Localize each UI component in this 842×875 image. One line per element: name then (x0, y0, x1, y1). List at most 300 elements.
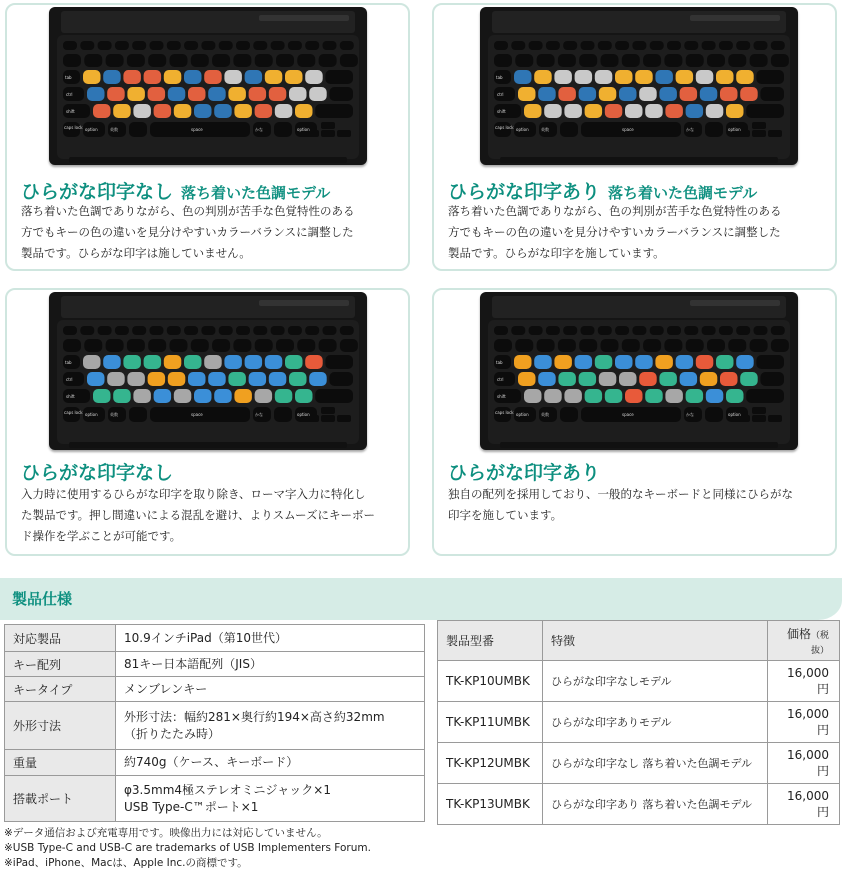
footnote: ※データ通信および充電専用です。映像出力には対応していません。 (4, 827, 328, 839)
number-key (127, 54, 145, 67)
number-key (558, 339, 576, 352)
desc-line: 製品です。ひらがな印字は施していません。 (21, 246, 251, 260)
spec-value-line: 10.9インチiPad（第10世代） (124, 630, 287, 645)
letter-key (275, 104, 293, 118)
bottom-key (129, 122, 147, 137)
letter-key (655, 355, 673, 369)
letter-key (625, 104, 643, 118)
key-label: option (85, 412, 98, 417)
function-key (754, 326, 768, 335)
number-key (191, 54, 209, 67)
number-key (233, 339, 251, 352)
spec-value (116, 702, 425, 750)
arrow-key (752, 415, 766, 422)
number-key (148, 339, 166, 352)
letter-key (184, 70, 202, 84)
number-key (276, 339, 294, 352)
arrow-key (752, 130, 766, 137)
number-key (643, 54, 661, 67)
letter-key (635, 70, 653, 84)
letter-key (214, 389, 232, 403)
letter-key (554, 355, 572, 369)
letter-key (133, 104, 151, 118)
letter-key (564, 104, 582, 118)
card-title-main: ひらがな印字あり (448, 462, 601, 484)
letter-key (164, 355, 182, 369)
letter-key (635, 355, 653, 369)
number-key (771, 54, 789, 67)
function-key (305, 41, 319, 50)
number-key (601, 54, 619, 67)
feature-cell: ひらがな印字ありモデル (543, 702, 768, 743)
desc-line: 落ち着いた色調でありながら、色の判別が苦手な色覚特性のある (21, 204, 355, 218)
number-key (558, 54, 576, 67)
letter-key (83, 355, 101, 369)
spec-value (116, 625, 425, 652)
letter-key (726, 389, 744, 403)
function-key (253, 326, 267, 335)
function-key (598, 41, 612, 50)
letter-key (123, 70, 140, 84)
number-key (771, 339, 789, 352)
function-key (115, 326, 129, 335)
letter-key (619, 372, 637, 386)
function-key (219, 41, 233, 50)
letter-key (123, 355, 140, 369)
keyboard-image-2 (480, 7, 798, 165)
function-key (167, 326, 181, 335)
letter-key (665, 389, 683, 403)
function-key (702, 326, 716, 335)
function-key (201, 41, 215, 50)
function-key (236, 326, 250, 335)
key-label: option (297, 127, 310, 132)
spec-value-line: （折りたたみ時） (124, 726, 221, 741)
arrow-key (768, 415, 782, 422)
letter-key (680, 87, 698, 101)
letter-key (184, 355, 202, 369)
letter-key (544, 389, 562, 403)
modifier-key (746, 389, 784, 403)
letter-key (645, 104, 663, 118)
key-label: option (516, 412, 529, 417)
price-cell: 16,000円 (768, 743, 840, 784)
letter-key (680, 372, 698, 386)
letter-key (144, 70, 162, 84)
keyboard-hinge (690, 15, 780, 21)
number-key (728, 339, 746, 352)
letter-key (305, 355, 323, 369)
letter-key (255, 389, 273, 403)
key-label: option (516, 127, 529, 132)
card-title-sub: 落ち着いた色調モデル (181, 184, 331, 202)
letter-key (726, 104, 744, 118)
letter-key (255, 104, 273, 118)
spec-table (4, 624, 425, 822)
model-cell: TK-KP13UMBK (438, 784, 543, 825)
function-key (253, 41, 267, 50)
key-label: ctrl (497, 377, 504, 382)
modifier-key (325, 70, 353, 84)
function-key (219, 326, 233, 335)
card-desc (21, 484, 375, 547)
letter-key (736, 355, 754, 369)
function-key (615, 326, 629, 335)
card-title (21, 458, 173, 485)
key-label: caps lock (64, 410, 83, 415)
function-key (271, 326, 285, 335)
function-key (305, 326, 319, 335)
letter-key (214, 104, 232, 118)
letter-key (716, 70, 734, 84)
card-desc (448, 484, 793, 526)
arrow-key (321, 130, 335, 137)
modifier-key (756, 355, 784, 369)
function-key (494, 326, 508, 335)
function-key (546, 41, 560, 50)
header-feature: 特徴 (543, 621, 768, 661)
letter-key (518, 87, 536, 101)
number-key (515, 339, 533, 352)
number-key (255, 339, 273, 352)
function-key (80, 326, 94, 335)
arrow-key (321, 415, 335, 422)
function-key (201, 326, 215, 335)
function-key (563, 326, 577, 335)
desc-line: 入力時に使用するひらがな印字を取り除き、ローマ字入力に特化し (21, 487, 366, 501)
key-label: space (191, 127, 203, 132)
card-title-sub: 落ち着いた色調モデル (608, 184, 758, 202)
letter-key (558, 372, 576, 386)
letter-key (538, 372, 556, 386)
letter-key (234, 104, 252, 118)
keyboard-hinge (259, 300, 349, 306)
letter-key (599, 87, 617, 101)
key-label: tab (496, 75, 503, 80)
letter-key (164, 70, 182, 84)
letter-key (127, 372, 144, 386)
spec-section-title: 製品仕様 (12, 590, 73, 608)
function-key (650, 326, 664, 335)
modifier-key (325, 355, 353, 369)
number-key (84, 339, 102, 352)
spec-key: 対応製品 (5, 625, 116, 652)
product-card-1 (5, 3, 410, 271)
number-key (750, 339, 768, 352)
key-label: caps lock (64, 125, 83, 130)
letter-key (174, 104, 192, 118)
letter-key (585, 104, 603, 118)
modifier-key (315, 389, 353, 403)
letter-key (514, 355, 532, 369)
letter-key (234, 389, 252, 403)
letter-key (107, 372, 125, 386)
spec-value-line: 81キー日本語配列（JIS） (124, 656, 262, 671)
number-key (127, 339, 145, 352)
number-key (212, 54, 230, 67)
key-label: shift (497, 109, 506, 114)
keyboard-hinge (259, 15, 349, 21)
number-key (297, 339, 315, 352)
function-key (581, 326, 595, 335)
function-key (529, 41, 543, 50)
function-key (684, 326, 698, 335)
letter-key (740, 372, 758, 386)
letter-key (716, 355, 734, 369)
letter-key (168, 372, 186, 386)
spec-key: キー配列 (5, 652, 116, 677)
letter-key (113, 104, 131, 118)
card-title-main: ひらがな印字あり (448, 181, 601, 203)
desc-line: 製品です。ひらがな印字を施しています。 (448, 246, 665, 260)
spec-value (116, 677, 425, 702)
letter-key (309, 87, 327, 101)
number-key (170, 54, 188, 67)
function-key (184, 41, 198, 50)
spec-value-line: 約740g（ケース、キーボード） (124, 755, 299, 769)
function-key (288, 326, 302, 335)
number-key (340, 339, 358, 352)
function-key (340, 326, 354, 335)
letter-key (615, 70, 633, 84)
letter-key (245, 355, 263, 369)
letter-key (107, 87, 125, 101)
function-key (98, 326, 112, 335)
header-model: 製品型番 (438, 621, 543, 661)
model-cell: TK-KP11UMBK (438, 702, 543, 743)
header-price (768, 621, 840, 661)
letter-key (696, 70, 714, 84)
letter-key (87, 87, 105, 101)
letter-key (700, 87, 718, 101)
card-title (448, 458, 600, 485)
number-key (601, 339, 619, 352)
letter-key (579, 87, 597, 101)
spec-key: 搭載ポート (5, 776, 116, 822)
modifier-key (329, 87, 353, 101)
table-row (5, 750, 425, 776)
function-key (581, 41, 595, 50)
keyboard-hinge (61, 296, 355, 318)
letter-key (83, 70, 101, 84)
function-key (150, 41, 164, 50)
letter-key (676, 355, 694, 369)
arrow-key (337, 415, 351, 422)
function-key (771, 41, 785, 50)
key-label: space (622, 127, 634, 132)
arrow-key (752, 122, 766, 129)
number-key (579, 339, 597, 352)
function-key (115, 41, 129, 50)
letter-key (295, 389, 313, 403)
letter-key (93, 389, 111, 403)
function-key (615, 41, 629, 50)
feature-cell: ひらがな印字なし 落ち着いた色調モデル (543, 743, 768, 784)
letter-key (720, 87, 738, 101)
letter-key (133, 389, 151, 403)
function-key (150, 326, 164, 335)
feature-cell: ひらがな印字なしモデル (543, 661, 768, 702)
number-key (537, 339, 555, 352)
letter-key (103, 70, 121, 84)
card-desc (21, 201, 355, 264)
key-label: caps lock (495, 125, 514, 130)
keyboard-hinge (61, 11, 355, 33)
key-label: 英数 (110, 412, 118, 417)
letter-key (659, 87, 677, 101)
number-key (84, 54, 102, 67)
letter-key (538, 87, 556, 101)
price-cell: 16,000円 (768, 784, 840, 825)
table-row (438, 661, 840, 702)
price-cell: 16,000円 (768, 661, 840, 702)
arrow-key (337, 130, 351, 137)
letter-key (245, 70, 263, 84)
keyboard-stand (69, 157, 347, 163)
bottom-key (274, 122, 292, 137)
letter-key (194, 104, 212, 118)
letter-key (544, 104, 562, 118)
letter-key (615, 355, 633, 369)
letter-key (265, 355, 283, 369)
letter-key (269, 372, 287, 386)
product-table (437, 620, 840, 825)
table-row (5, 652, 425, 677)
letter-key (249, 87, 267, 101)
letter-key (295, 104, 313, 118)
spec-value (116, 776, 425, 822)
letter-key (204, 70, 222, 84)
letter-key (696, 355, 714, 369)
function-key (702, 41, 716, 50)
bottom-key (560, 122, 578, 137)
key-label: space (191, 412, 203, 417)
key-label: shift (66, 109, 75, 114)
letter-key (524, 389, 542, 403)
letter-key (619, 87, 637, 101)
key-label: 英数 (541, 127, 549, 132)
letter-key (700, 372, 718, 386)
letter-key (87, 372, 105, 386)
model-cell: TK-KP12UMBK (438, 743, 543, 784)
letter-key (265, 70, 283, 84)
number-key (686, 339, 704, 352)
letter-key (599, 372, 617, 386)
letter-key (554, 70, 572, 84)
letter-key (103, 355, 121, 369)
letter-key (518, 372, 536, 386)
number-key (622, 339, 640, 352)
function-key (736, 326, 750, 335)
letter-key (605, 389, 623, 403)
arrow-key (752, 407, 766, 414)
function-key (98, 41, 112, 50)
letter-key (585, 389, 603, 403)
price-cell: 16,000円 (768, 702, 840, 743)
modifier-key (315, 104, 353, 118)
letter-key (579, 372, 597, 386)
letter-key (275, 389, 293, 403)
function-key (684, 41, 698, 50)
letter-key (168, 87, 186, 101)
key-label: space (622, 412, 634, 417)
number-key (63, 54, 81, 67)
letter-key (534, 70, 552, 84)
number-key (686, 54, 704, 67)
desc-line: 方でもキーの色の違いを見分けやすいカラーバランスに調整した (21, 225, 354, 239)
letter-key (204, 355, 222, 369)
key-label: tab (65, 360, 72, 365)
number-key (191, 339, 209, 352)
function-key (632, 41, 646, 50)
function-key (236, 41, 250, 50)
function-key (323, 41, 337, 50)
key-label: option (85, 127, 98, 132)
key-label: shift (497, 394, 506, 399)
letter-key (224, 355, 242, 369)
arrow-key (321, 122, 335, 129)
spec-value-line: メンブレンキー (124, 681, 208, 696)
function-key (288, 41, 302, 50)
spec-key: キータイプ (5, 677, 116, 702)
number-key (148, 54, 166, 67)
letter-key (639, 372, 657, 386)
letter-key (524, 104, 542, 118)
letter-key (113, 389, 131, 403)
number-key (664, 339, 682, 352)
bottom-key (129, 407, 147, 422)
table-row (5, 625, 425, 652)
letter-key (534, 355, 552, 369)
keyboard-stand (69, 442, 347, 448)
function-key (184, 326, 198, 335)
letter-key (285, 355, 303, 369)
function-key (771, 326, 785, 335)
key-label: ctrl (66, 377, 73, 382)
letter-key (289, 87, 307, 101)
letter-key (269, 87, 287, 101)
header-price-label: 価格 (786, 627, 811, 641)
key-label: かな (686, 412, 694, 417)
keyboard-svg (480, 292, 798, 450)
key-label: かな (255, 412, 263, 417)
letter-key (676, 70, 694, 84)
key-label: 英数 (541, 412, 549, 417)
footnote: ※USB Type-C and USB-C are trademarks of USB Implementers Forum. (4, 842, 371, 854)
number-key (233, 54, 251, 67)
product-card-4 (432, 288, 837, 556)
modifier-key (746, 104, 784, 118)
keyboard-image-1 (49, 7, 367, 165)
letter-key (309, 372, 327, 386)
letter-key (740, 87, 758, 101)
keyboard-stand (500, 157, 778, 163)
letter-key (188, 87, 206, 101)
keyboard-svg (480, 7, 798, 165)
key-label: option (728, 127, 741, 132)
function-key (546, 326, 560, 335)
letter-key (659, 372, 677, 386)
letter-key (188, 372, 206, 386)
number-key (579, 54, 597, 67)
letter-key (639, 87, 657, 101)
number-key (643, 339, 661, 352)
letter-key (174, 389, 192, 403)
modifier-key (756, 70, 784, 84)
letter-key (595, 355, 613, 369)
letter-key (127, 87, 144, 101)
spec-value (116, 750, 425, 776)
